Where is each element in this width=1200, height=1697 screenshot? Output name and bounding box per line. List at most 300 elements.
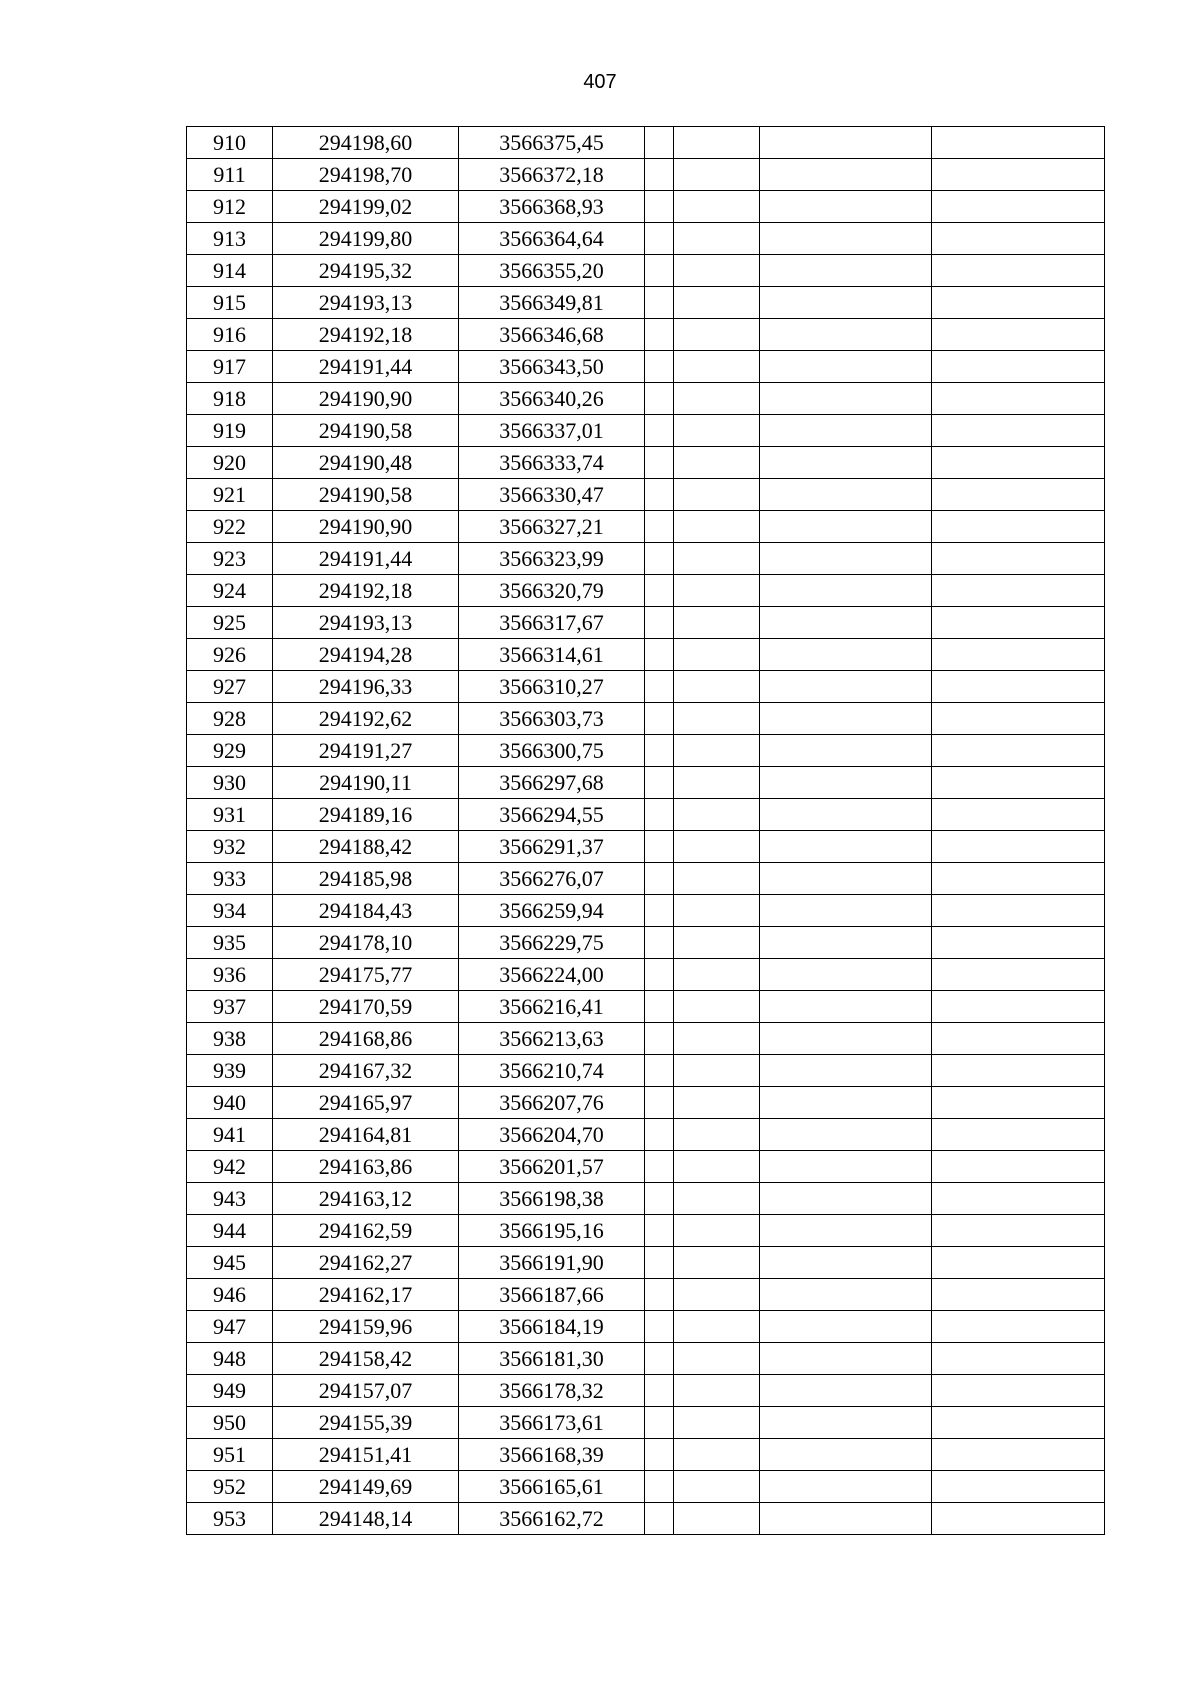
empty-cell xyxy=(760,223,932,255)
table-row xyxy=(187,479,1105,511)
table-row xyxy=(187,223,1105,255)
empty-cell xyxy=(932,1023,1105,1055)
point-number-cell: 924 xyxy=(187,575,273,607)
table-row xyxy=(187,575,1105,607)
x-coordinate-cell: 294191,27 xyxy=(273,735,459,767)
point-number-cell: 951 xyxy=(187,1439,273,1471)
table-row xyxy=(187,1311,1105,1343)
point-number-cell: 947 xyxy=(187,1311,273,1343)
empty-cell xyxy=(932,575,1105,607)
empty-cell xyxy=(645,1151,674,1183)
empty-cell xyxy=(645,1471,674,1503)
empty-cell xyxy=(674,1279,760,1311)
empty-cell xyxy=(645,1375,674,1407)
empty-cell xyxy=(932,1215,1105,1247)
empty-cell xyxy=(932,1087,1105,1119)
point-number-cell: 926 xyxy=(187,639,273,671)
x-coordinate-cell: 294192,18 xyxy=(273,575,459,607)
point-number-cell: 953 xyxy=(187,1503,273,1535)
empty-cell xyxy=(932,767,1105,799)
y-coordinate-cell: 3566364,64 xyxy=(459,223,645,255)
empty-cell xyxy=(932,991,1105,1023)
x-coordinate-cell: 294191,44 xyxy=(273,351,459,383)
table-row xyxy=(187,543,1105,575)
table-row xyxy=(187,447,1105,479)
empty-cell xyxy=(932,831,1105,863)
table-row xyxy=(187,831,1105,863)
point-number-cell: 913 xyxy=(187,223,273,255)
y-coordinate-cell: 3566297,68 xyxy=(459,767,645,799)
x-coordinate-cell: 294198,70 xyxy=(273,159,459,191)
table-row xyxy=(187,1343,1105,1375)
x-coordinate-cell: 294190,90 xyxy=(273,383,459,415)
empty-cell xyxy=(760,159,932,191)
y-coordinate-cell: 3566195,16 xyxy=(459,1215,645,1247)
empty-cell xyxy=(760,383,932,415)
point-number-cell: 946 xyxy=(187,1279,273,1311)
x-coordinate-cell: 294184,43 xyxy=(273,895,459,927)
table-row xyxy=(187,351,1105,383)
empty-cell xyxy=(932,1407,1105,1439)
point-number-cell: 935 xyxy=(187,927,273,959)
table-row xyxy=(187,127,1105,159)
empty-cell xyxy=(760,415,932,447)
empty-cell xyxy=(760,831,932,863)
table-row xyxy=(187,1471,1105,1503)
empty-cell xyxy=(674,511,760,543)
empty-cell xyxy=(645,639,674,671)
x-coordinate-cell: 294163,86 xyxy=(273,1151,459,1183)
y-coordinate-cell: 3566355,20 xyxy=(459,255,645,287)
table-row xyxy=(187,991,1105,1023)
table-row xyxy=(187,1023,1105,1055)
point-number-cell: 932 xyxy=(187,831,273,863)
x-coordinate-cell: 294159,96 xyxy=(273,1311,459,1343)
point-number-cell: 938 xyxy=(187,1023,273,1055)
empty-cell xyxy=(932,415,1105,447)
point-number-cell: 936 xyxy=(187,959,273,991)
y-coordinate-cell: 3566346,68 xyxy=(459,319,645,351)
empty-cell xyxy=(645,607,674,639)
point-number-cell: 912 xyxy=(187,191,273,223)
x-coordinate-cell: 294162,17 xyxy=(273,1279,459,1311)
x-coordinate-cell: 294157,07 xyxy=(273,1375,459,1407)
table-row xyxy=(187,191,1105,223)
empty-cell xyxy=(760,1215,932,1247)
empty-cell xyxy=(932,479,1105,511)
empty-cell xyxy=(932,319,1105,351)
empty-cell xyxy=(760,575,932,607)
y-coordinate-cell: 3566207,76 xyxy=(459,1087,645,1119)
empty-cell xyxy=(674,1343,760,1375)
empty-cell xyxy=(674,863,760,895)
x-coordinate-cell: 294151,41 xyxy=(273,1439,459,1471)
empty-cell xyxy=(645,831,674,863)
empty-cell xyxy=(760,447,932,479)
x-coordinate-cell: 294170,59 xyxy=(273,991,459,1023)
empty-cell xyxy=(645,191,674,223)
table-row xyxy=(187,415,1105,447)
x-coordinate-cell: 294162,27 xyxy=(273,1247,459,1279)
empty-cell xyxy=(674,255,760,287)
empty-cell xyxy=(674,1503,760,1535)
x-coordinate-cell: 294190,58 xyxy=(273,479,459,511)
empty-cell xyxy=(932,223,1105,255)
empty-cell xyxy=(760,351,932,383)
empty-cell xyxy=(760,127,932,159)
empty-cell xyxy=(760,927,932,959)
empty-cell xyxy=(932,927,1105,959)
empty-cell xyxy=(932,511,1105,543)
empty-cell xyxy=(932,255,1105,287)
empty-cell xyxy=(645,1343,674,1375)
empty-cell xyxy=(760,799,932,831)
x-coordinate-cell: 294178,10 xyxy=(273,927,459,959)
empty-cell xyxy=(674,223,760,255)
point-number-cell: 914 xyxy=(187,255,273,287)
table-row xyxy=(187,1151,1105,1183)
table-row xyxy=(187,1407,1105,1439)
empty-cell xyxy=(645,159,674,191)
empty-cell xyxy=(760,1503,932,1535)
empty-cell xyxy=(645,863,674,895)
empty-cell xyxy=(760,1375,932,1407)
point-number-cell: 921 xyxy=(187,479,273,511)
y-coordinate-cell: 3566317,67 xyxy=(459,607,645,639)
empty-cell xyxy=(645,671,674,703)
empty-cell xyxy=(760,1439,932,1471)
point-number-cell: 939 xyxy=(187,1055,273,1087)
y-coordinate-cell: 3566300,75 xyxy=(459,735,645,767)
table-row xyxy=(187,511,1105,543)
empty-cell xyxy=(674,831,760,863)
empty-cell xyxy=(674,1023,760,1055)
empty-cell xyxy=(760,1279,932,1311)
empty-cell xyxy=(932,159,1105,191)
empty-cell xyxy=(674,1215,760,1247)
y-coordinate-cell: 3566294,55 xyxy=(459,799,645,831)
y-coordinate-cell: 3566327,21 xyxy=(459,511,645,543)
empty-cell xyxy=(760,1407,932,1439)
y-coordinate-cell: 3566337,01 xyxy=(459,415,645,447)
y-coordinate-cell: 3566276,07 xyxy=(459,863,645,895)
empty-cell xyxy=(674,1439,760,1471)
empty-cell xyxy=(645,575,674,607)
empty-cell xyxy=(674,351,760,383)
empty-cell xyxy=(932,351,1105,383)
y-coordinate-cell: 3566291,37 xyxy=(459,831,645,863)
empty-cell xyxy=(932,1055,1105,1087)
empty-cell xyxy=(760,1183,932,1215)
x-coordinate-cell: 294185,98 xyxy=(273,863,459,895)
empty-cell xyxy=(674,415,760,447)
empty-cell xyxy=(932,703,1105,735)
x-coordinate-cell: 294193,13 xyxy=(273,607,459,639)
empty-cell xyxy=(760,1343,932,1375)
empty-cell xyxy=(674,1055,760,1087)
empty-cell xyxy=(645,511,674,543)
x-coordinate-cell: 294191,44 xyxy=(273,543,459,575)
y-coordinate-cell: 3566320,79 xyxy=(459,575,645,607)
x-coordinate-cell: 294199,02 xyxy=(273,191,459,223)
empty-cell xyxy=(645,351,674,383)
point-number-cell: 944 xyxy=(187,1215,273,1247)
point-number-cell: 910 xyxy=(187,127,273,159)
empty-cell xyxy=(760,639,932,671)
empty-cell xyxy=(760,1311,932,1343)
table-row xyxy=(187,607,1105,639)
empty-cell xyxy=(932,1311,1105,1343)
y-coordinate-cell: 3566224,00 xyxy=(459,959,645,991)
empty-cell xyxy=(932,959,1105,991)
x-coordinate-cell: 294148,14 xyxy=(273,1503,459,1535)
x-coordinate-cell: 294168,86 xyxy=(273,1023,459,1055)
point-number-cell: 929 xyxy=(187,735,273,767)
empty-cell xyxy=(760,255,932,287)
empty-cell xyxy=(674,735,760,767)
y-coordinate-cell: 3566340,26 xyxy=(459,383,645,415)
empty-cell xyxy=(760,1471,932,1503)
point-number-cell: 911 xyxy=(187,159,273,191)
x-coordinate-cell: 294155,39 xyxy=(273,1407,459,1439)
point-number-cell: 922 xyxy=(187,511,273,543)
x-coordinate-cell: 294195,32 xyxy=(273,255,459,287)
empty-cell xyxy=(674,959,760,991)
x-coordinate-cell: 294158,42 xyxy=(273,1343,459,1375)
empty-cell xyxy=(674,799,760,831)
table-row xyxy=(187,671,1105,703)
empty-cell xyxy=(645,1439,674,1471)
empty-cell xyxy=(932,799,1105,831)
empty-cell xyxy=(760,1119,932,1151)
x-coordinate-cell: 294192,62 xyxy=(273,703,459,735)
empty-cell xyxy=(932,1119,1105,1151)
x-coordinate-cell: 294192,18 xyxy=(273,319,459,351)
point-number-cell: 916 xyxy=(187,319,273,351)
table-row xyxy=(187,1247,1105,1279)
empty-cell xyxy=(760,1087,932,1119)
point-number-cell: 927 xyxy=(187,671,273,703)
y-coordinate-cell: 3566349,81 xyxy=(459,287,645,319)
empty-cell xyxy=(645,1119,674,1151)
y-coordinate-cell: 3566181,30 xyxy=(459,1343,645,1375)
empty-cell xyxy=(932,191,1105,223)
empty-cell xyxy=(645,1247,674,1279)
point-number-cell: 934 xyxy=(187,895,273,927)
page-number: 407 xyxy=(583,71,617,93)
point-number-cell: 919 xyxy=(187,415,273,447)
empty-cell xyxy=(645,479,674,511)
empty-cell xyxy=(760,319,932,351)
empty-cell xyxy=(932,287,1105,319)
empty-cell xyxy=(674,1151,760,1183)
empty-cell xyxy=(645,959,674,991)
x-coordinate-cell: 294162,59 xyxy=(273,1215,459,1247)
empty-cell xyxy=(674,895,760,927)
y-coordinate-cell: 3566204,70 xyxy=(459,1119,645,1151)
table-row xyxy=(187,863,1105,895)
empty-cell xyxy=(674,159,760,191)
point-number-cell: 940 xyxy=(187,1087,273,1119)
x-coordinate-cell: 294163,12 xyxy=(273,1183,459,1215)
table-row xyxy=(187,799,1105,831)
y-coordinate-cell: 3566198,38 xyxy=(459,1183,645,1215)
empty-cell xyxy=(645,1215,674,1247)
x-coordinate-cell: 294190,11 xyxy=(273,767,459,799)
empty-cell xyxy=(932,1247,1105,1279)
empty-cell xyxy=(760,767,932,799)
point-number-cell: 930 xyxy=(187,767,273,799)
table-row xyxy=(187,287,1105,319)
empty-cell xyxy=(760,735,932,767)
empty-cell xyxy=(674,479,760,511)
table-row xyxy=(187,767,1105,799)
table-row xyxy=(187,895,1105,927)
empty-cell xyxy=(760,607,932,639)
empty-cell xyxy=(674,1119,760,1151)
table-row xyxy=(187,1119,1105,1151)
y-coordinate-cell: 3566259,94 xyxy=(459,895,645,927)
y-coordinate-cell: 3566333,74 xyxy=(459,447,645,479)
empty-cell xyxy=(932,1375,1105,1407)
y-coordinate-cell: 3566162,72 xyxy=(459,1503,645,1535)
point-number-cell: 950 xyxy=(187,1407,273,1439)
empty-cell xyxy=(645,1055,674,1087)
table-row xyxy=(187,1215,1105,1247)
empty-cell xyxy=(674,319,760,351)
y-coordinate-cell: 3566165,61 xyxy=(459,1471,645,1503)
empty-cell xyxy=(674,767,760,799)
empty-cell xyxy=(932,1439,1105,1471)
empty-cell xyxy=(760,511,932,543)
empty-cell xyxy=(760,287,932,319)
empty-cell xyxy=(645,1023,674,1055)
empty-cell xyxy=(932,543,1105,575)
y-coordinate-cell: 3566372,18 xyxy=(459,159,645,191)
point-number-cell: 925 xyxy=(187,607,273,639)
empty-cell xyxy=(760,1055,932,1087)
y-coordinate-cell: 3566330,47 xyxy=(459,479,645,511)
empty-cell xyxy=(674,287,760,319)
table-row xyxy=(187,1439,1105,1471)
empty-cell xyxy=(674,1375,760,1407)
empty-cell xyxy=(674,671,760,703)
empty-cell xyxy=(645,415,674,447)
empty-cell xyxy=(645,1407,674,1439)
table-row xyxy=(187,1375,1105,1407)
x-coordinate-cell: 294189,16 xyxy=(273,799,459,831)
table-row xyxy=(187,927,1105,959)
empty-cell xyxy=(645,767,674,799)
empty-cell xyxy=(674,575,760,607)
empty-cell xyxy=(932,671,1105,703)
point-number-cell: 943 xyxy=(187,1183,273,1215)
point-number-cell: 949 xyxy=(187,1375,273,1407)
empty-cell xyxy=(674,991,760,1023)
empty-cell xyxy=(932,607,1105,639)
empty-cell xyxy=(645,319,674,351)
x-coordinate-cell: 294175,77 xyxy=(273,959,459,991)
empty-cell xyxy=(760,959,932,991)
point-number-cell: 918 xyxy=(187,383,273,415)
x-coordinate-cell: 294190,90 xyxy=(273,511,459,543)
empty-cell xyxy=(645,991,674,1023)
point-number-cell: 923 xyxy=(187,543,273,575)
empty-cell xyxy=(645,735,674,767)
empty-cell xyxy=(932,447,1105,479)
table-row xyxy=(187,319,1105,351)
y-coordinate-cell: 3566213,63 xyxy=(459,1023,645,1055)
empty-cell xyxy=(760,703,932,735)
empty-cell xyxy=(932,127,1105,159)
empty-cell xyxy=(674,191,760,223)
y-coordinate-cell: 3566173,61 xyxy=(459,1407,645,1439)
empty-cell xyxy=(645,287,674,319)
empty-cell xyxy=(760,895,932,927)
empty-cell xyxy=(760,543,932,575)
x-coordinate-cell: 294194,28 xyxy=(273,639,459,671)
empty-cell xyxy=(645,1311,674,1343)
empty-cell xyxy=(645,127,674,159)
empty-cell xyxy=(760,671,932,703)
empty-cell xyxy=(932,1151,1105,1183)
x-coordinate-cell: 294188,42 xyxy=(273,831,459,863)
point-number-cell: 920 xyxy=(187,447,273,479)
empty-cell xyxy=(645,1183,674,1215)
empty-cell xyxy=(674,127,760,159)
table-row xyxy=(187,159,1105,191)
empty-cell xyxy=(760,1023,932,1055)
empty-cell xyxy=(645,1279,674,1311)
x-coordinate-cell: 294149,69 xyxy=(273,1471,459,1503)
point-number-cell: 952 xyxy=(187,1471,273,1503)
table-row xyxy=(187,383,1105,415)
empty-cell xyxy=(674,543,760,575)
table-row xyxy=(187,1183,1105,1215)
empty-cell xyxy=(645,703,674,735)
empty-cell xyxy=(674,1247,760,1279)
empty-cell xyxy=(645,383,674,415)
table-row xyxy=(187,959,1105,991)
table-row xyxy=(187,1279,1105,1311)
y-coordinate-cell: 3566303,73 xyxy=(459,703,645,735)
point-number-cell: 915 xyxy=(187,287,273,319)
empty-cell xyxy=(674,1311,760,1343)
table-body xyxy=(187,127,1105,1535)
empty-cell xyxy=(645,927,674,959)
y-coordinate-cell: 3566314,61 xyxy=(459,639,645,671)
table-row xyxy=(187,1503,1105,1535)
y-coordinate-cell: 3566184,19 xyxy=(459,1311,645,1343)
point-number-cell: 942 xyxy=(187,1151,273,1183)
table-row xyxy=(187,1055,1105,1087)
point-number-cell: 917 xyxy=(187,351,273,383)
empty-cell xyxy=(674,383,760,415)
empty-cell xyxy=(932,863,1105,895)
x-coordinate-cell: 294167,32 xyxy=(273,1055,459,1087)
empty-cell xyxy=(645,223,674,255)
coordinates-table xyxy=(186,126,1105,1535)
x-coordinate-cell: 294198,60 xyxy=(273,127,459,159)
y-coordinate-cell: 3566191,90 xyxy=(459,1247,645,1279)
y-coordinate-cell: 3566310,27 xyxy=(459,671,645,703)
point-number-cell: 937 xyxy=(187,991,273,1023)
empty-cell xyxy=(760,863,932,895)
y-coordinate-cell: 3566187,66 xyxy=(459,1279,645,1311)
empty-cell xyxy=(760,1247,932,1279)
empty-cell xyxy=(932,383,1105,415)
table-row xyxy=(187,255,1105,287)
